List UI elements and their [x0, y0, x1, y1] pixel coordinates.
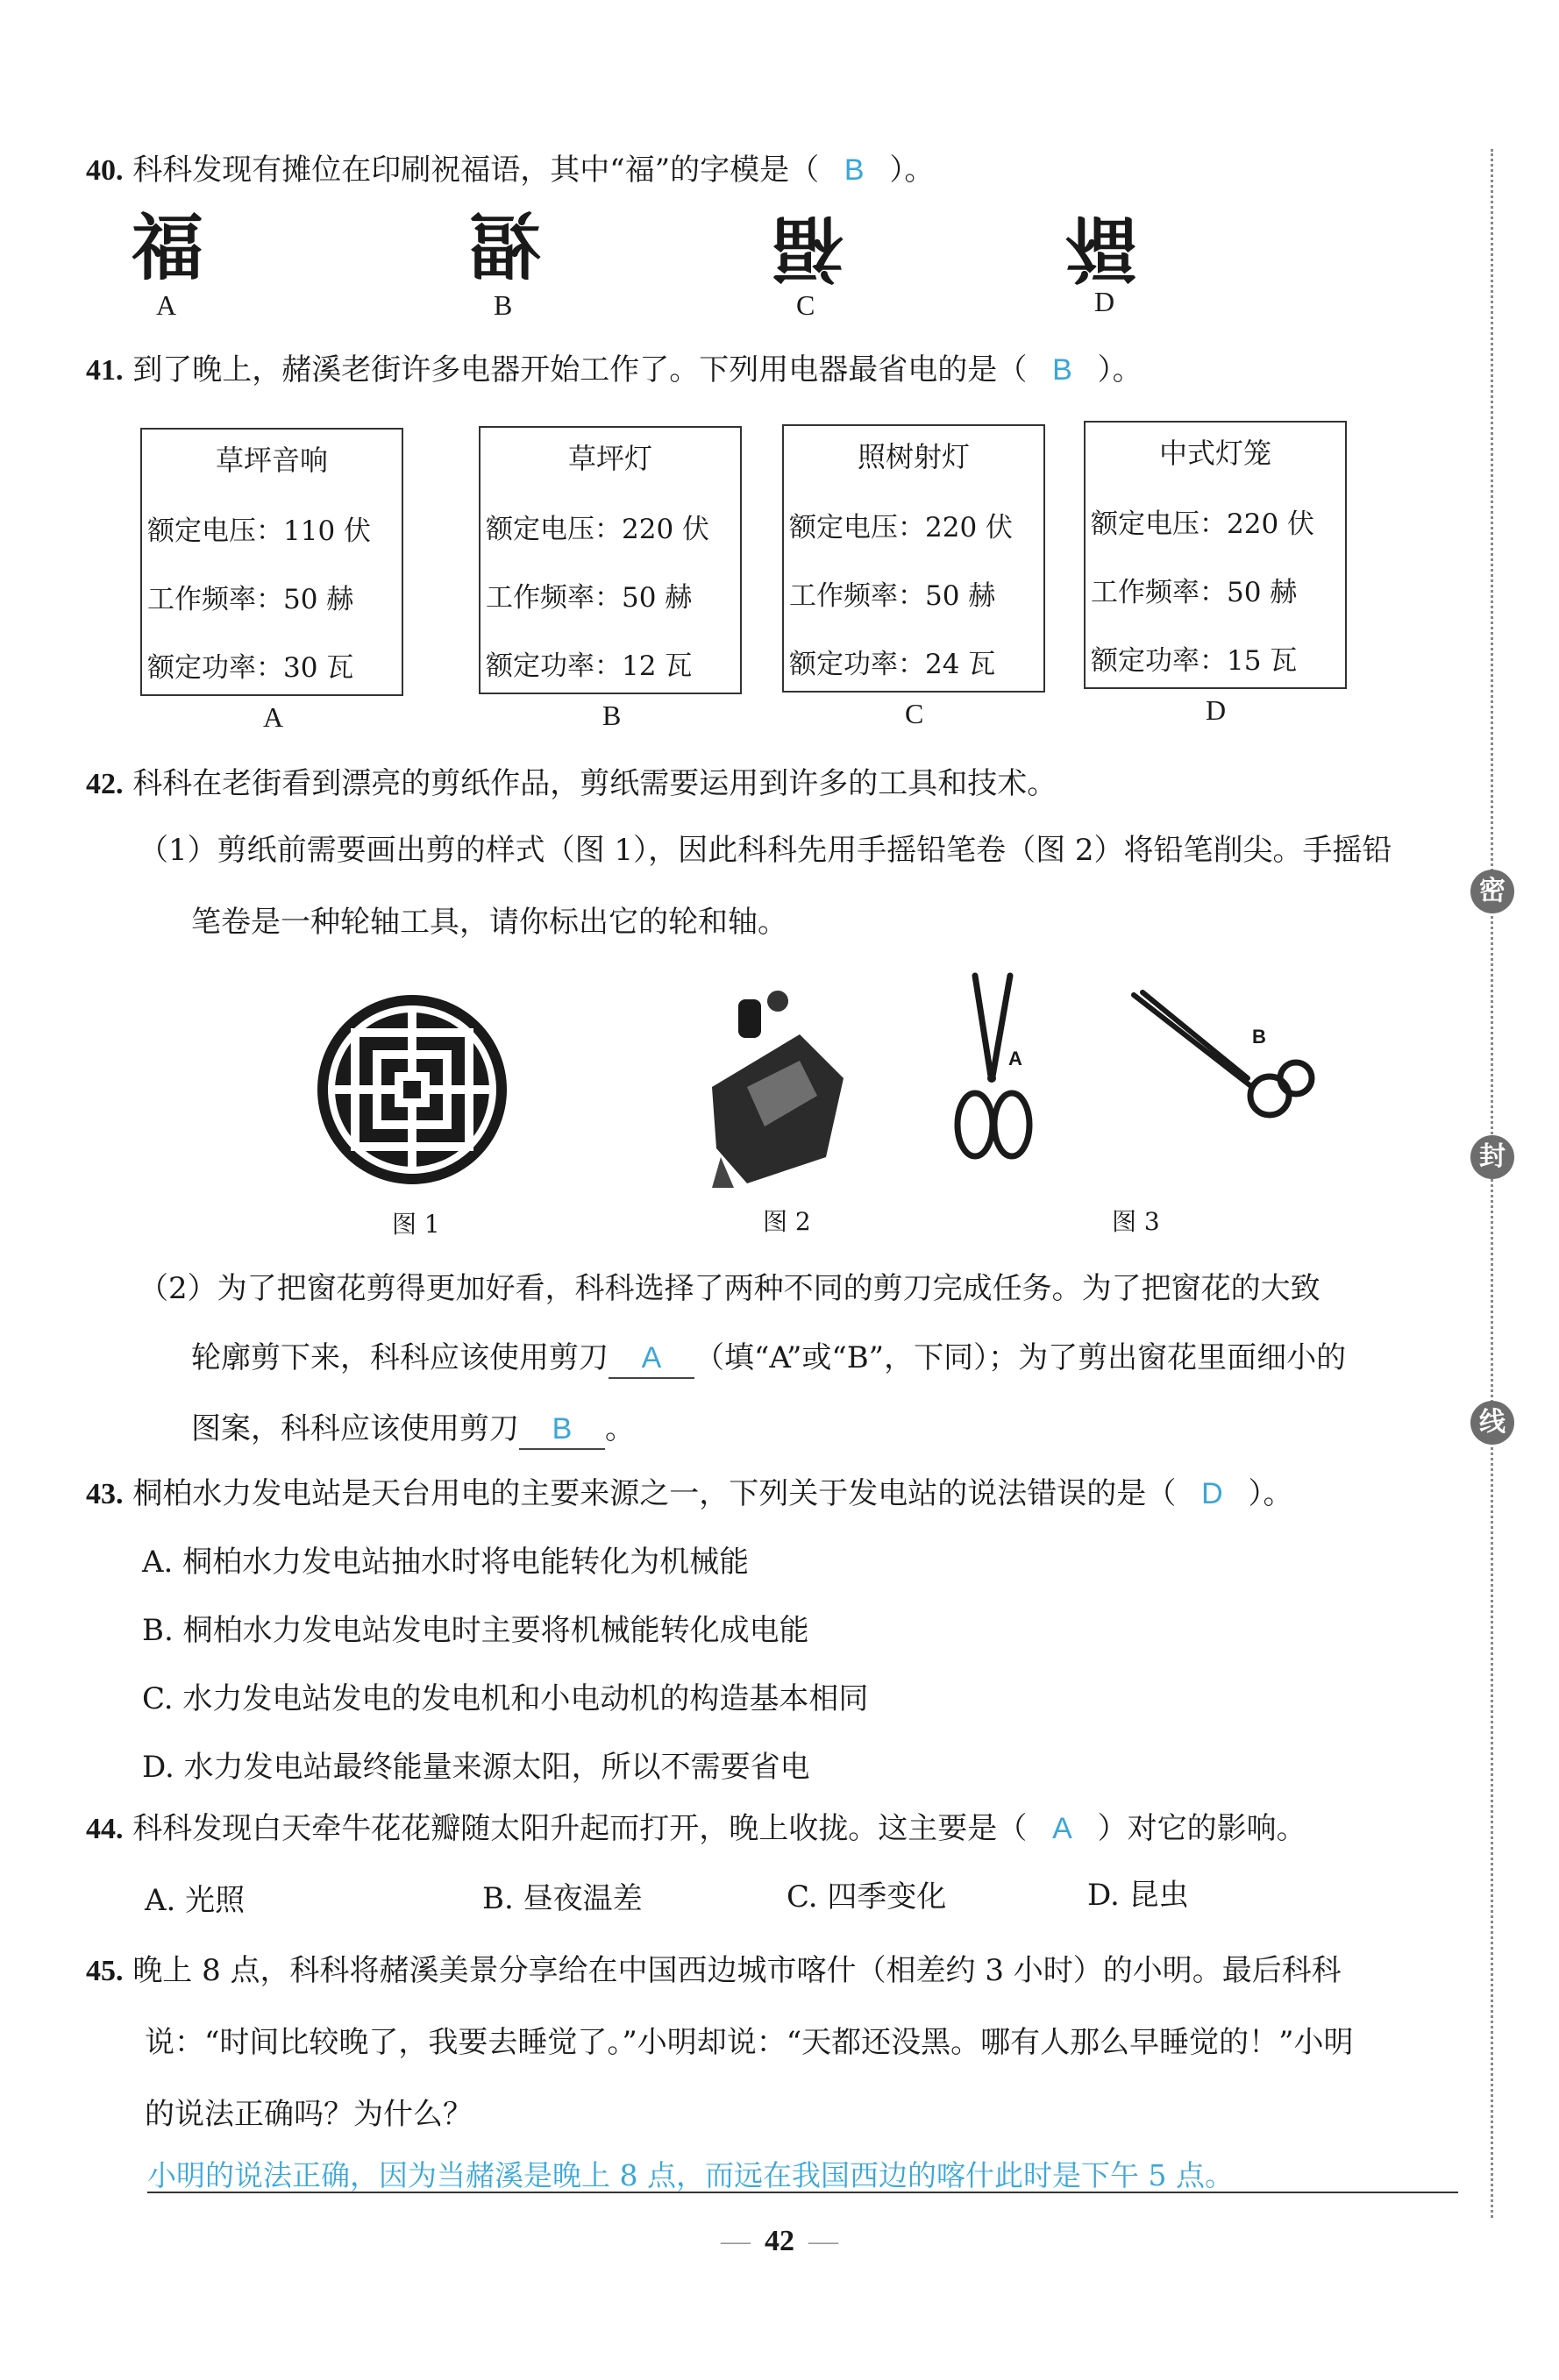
q40-option-a: A	[156, 289, 177, 321]
q40-close: ）。	[889, 153, 935, 188]
glyph-flipped-vertical: 福	[1065, 206, 1138, 290]
q40-text: 科科发现有摊位在印刷祝福语，其中“福”的字模是（	[132, 153, 820, 188]
q42-part2-text-a: 轮廓剪下来，科科应该使用剪刀	[191, 1340, 609, 1375]
q44-option-c: C. 四季变化	[787, 1879, 947, 1915]
q43-option-a: A. 桐柏水力发电站抽水时将电能转化为机械能	[142, 1545, 750, 1580]
q44-close: ）对它的影响。	[1097, 1811, 1306, 1846]
paper-cut-pattern-figure	[311, 989, 513, 1190]
card-frequency: 工作频率：50 赫	[789, 580, 996, 612]
binding-dotted-line	[1491, 149, 1493, 2218]
figure-2-caption: 图 2	[763, 1207, 811, 1236]
q42-part2-line2	[191, 1339, 1346, 1379]
q44-option-d: D. 昆虫	[1087, 1878, 1189, 1913]
q40-option-d: D	[1094, 286, 1115, 317]
q40-stem	[86, 151, 934, 190]
seal-xian-badge: 线	[1470, 1401, 1514, 1445]
figure-3-caption: 图 3	[1112, 1207, 1160, 1236]
q42-text: 科科在老街看到漂亮的剪纸作品，剪纸需要运用到许多的工具和技术。	[132, 766, 1057, 801]
card-lawn-lamp	[479, 426, 742, 694]
hand-crank-sharpener-figure	[694, 982, 861, 1192]
card-power: 额定功率：15 瓦	[1091, 645, 1298, 677]
q40-answer: B	[844, 153, 865, 187]
q42-answer-blank-2: B	[519, 1410, 605, 1450]
q43-option-d: D. 水力发电站最终能量来源太阳，所以不需要省电	[142, 1750, 810, 1785]
q40-option-c: C	[796, 289, 815, 321]
q42-part2-text-b: （填“A”或“B”，下同）；为了剪出窗花里面细小的	[694, 1340, 1347, 1375]
glyph-mirrored: 福	[469, 206, 542, 290]
scissors-b-figure	[1129, 991, 1322, 1140]
q44-stem	[86, 1809, 1306, 1849]
card-lawn-speaker	[140, 428, 403, 696]
card-voltage: 额定电压：220 伏	[1091, 508, 1315, 540]
card-title: 草坪灯	[567, 442, 652, 475]
q42-part1-line2: 笔卷是一种轮轴工具，请你标出它的轮和轴。	[191, 905, 787, 940]
card-title: 照树射灯	[857, 440, 970, 473]
q45-number: 45.	[86, 1955, 124, 1987]
q42-part2-line3	[191, 1410, 635, 1450]
q42-part2-line1: （2）为了把窗花剪得更加好看，科科选择了两种不同的剪刀完成任务。为了把窗花的大致	[139, 1271, 1321, 1306]
scissors-a-label: A	[1008, 1048, 1022, 1069]
q42-part1-line1: （1）剪纸前需要画出剪的样式（图 1），因此科科先用手摇铅笔卷（图 2）将铅笔削尖。手摇铅	[139, 833, 1392, 868]
card-frequency: 工作频率：50 赫	[486, 582, 693, 614]
q41-option-d: D	[1206, 694, 1227, 726]
q42-answer-blank-1: A	[609, 1339, 694, 1379]
q43-answer: D	[1201, 1477, 1223, 1510]
q41-close: ）。	[1097, 352, 1143, 387]
card-power: 额定功率：24 瓦	[789, 649, 996, 680]
q45-line1	[86, 1951, 1342, 1991]
q43-stem	[86, 1474, 1293, 1514]
scissors-b-label: B	[1252, 1026, 1266, 1048]
q43-text: 桐柏水力发电站是天台用电的主要来源之一，下列关于发电站的说法错误的是（	[132, 1476, 1177, 1511]
q41-stem	[86, 351, 1143, 390]
page-number: — 42 —	[721, 2225, 838, 2257]
q44-answer: A	[1052, 1812, 1072, 1845]
q44-number: 44.	[86, 1813, 124, 1845]
card-title: 草坪音响	[215, 444, 328, 477]
q45-text-line1: 晚上 8 点，科科将赭溪美景分享给在中国西边城市喀什（相差约 3 小时）的小明。最后科科	[132, 1953, 1342, 1988]
q43-option-c: C. 水力发电站发电的发电机和小电动机的构造基本相同	[142, 1681, 869, 1716]
q41-answer: B	[1052, 353, 1072, 387]
q45-answer-underline	[147, 2192, 1458, 2193]
card-voltage: 额定电压：220 伏	[789, 512, 1014, 543]
card-tree-spotlight	[782, 424, 1045, 693]
q40-number: 40.	[86, 154, 124, 187]
figure-1-caption: 图 1	[392, 1210, 440, 1239]
q40-option-b: B	[494, 289, 513, 321]
card-frequency: 工作频率：50 赫	[1091, 577, 1298, 608]
card-chinese-lantern	[1084, 421, 1347, 689]
q45-line3: 的说法正确吗？为什么？	[145, 2097, 473, 2132]
q43-close: ）。	[1248, 1476, 1293, 1511]
card-voltage: 额定电压：220 伏	[486, 514, 710, 545]
q41-option-a: A	[263, 701, 284, 733]
q41-number: 41.	[86, 354, 124, 387]
card-title: 中式灯笼	[1158, 437, 1271, 470]
card-frequency: 工作频率：50 赫	[147, 584, 354, 615]
seal-feng-badge: 封	[1470, 1135, 1514, 1179]
page-number-value: 42	[765, 2225, 794, 2257]
scissors-a-figure	[940, 971, 1045, 1164]
glyph-upside-down: 福	[772, 206, 844, 290]
q44-text: 科科发现白天牵牛花花瓣随太阳升起而打开，晚上收拢。这主要是（	[132, 1811, 1028, 1846]
card-voltage: 额定电压：110 伏	[147, 515, 372, 547]
q45-line2: 说：“时间比较晚了，我要去睡觉了。”小明却说：“天都还没黑。哪有人那么早睡觉的！”小明	[145, 2025, 1354, 2060]
card-power: 额定功率：12 瓦	[486, 650, 693, 682]
q44-option-a: A. 光照	[145, 1883, 246, 1918]
q41-text: 到了晚上，赭溪老街许多电器开始工作了。下列用电器最省电的是（	[132, 352, 1028, 387]
q41-option-b: B	[602, 700, 622, 731]
q45-answer: 小明的说法正确，因为当赭溪是晚上 8 点，而远在我国西边的喀什此时是下午 5 点。	[147, 2158, 1234, 2192]
q43-option-b: B. 桐柏水力发电站发电时主要将机械能转化成电能	[142, 1613, 809, 1648]
q42-part2-text-c: 图案，科科应该使用剪刀	[191, 1411, 519, 1446]
q44-option-b: B. 昼夜温差	[482, 1881, 643, 1916]
seal-mi-badge: 密	[1470, 870, 1514, 913]
glyph-normal: 福	[132, 206, 204, 290]
q43-number: 43.	[86, 1478, 124, 1510]
q42-number: 42.	[86, 768, 124, 800]
q41-option-c: C	[905, 698, 924, 729]
card-power: 额定功率：30 瓦	[147, 652, 354, 684]
q42-stem	[86, 764, 1057, 804]
q42-part2-text-d: 。	[605, 1411, 635, 1446]
